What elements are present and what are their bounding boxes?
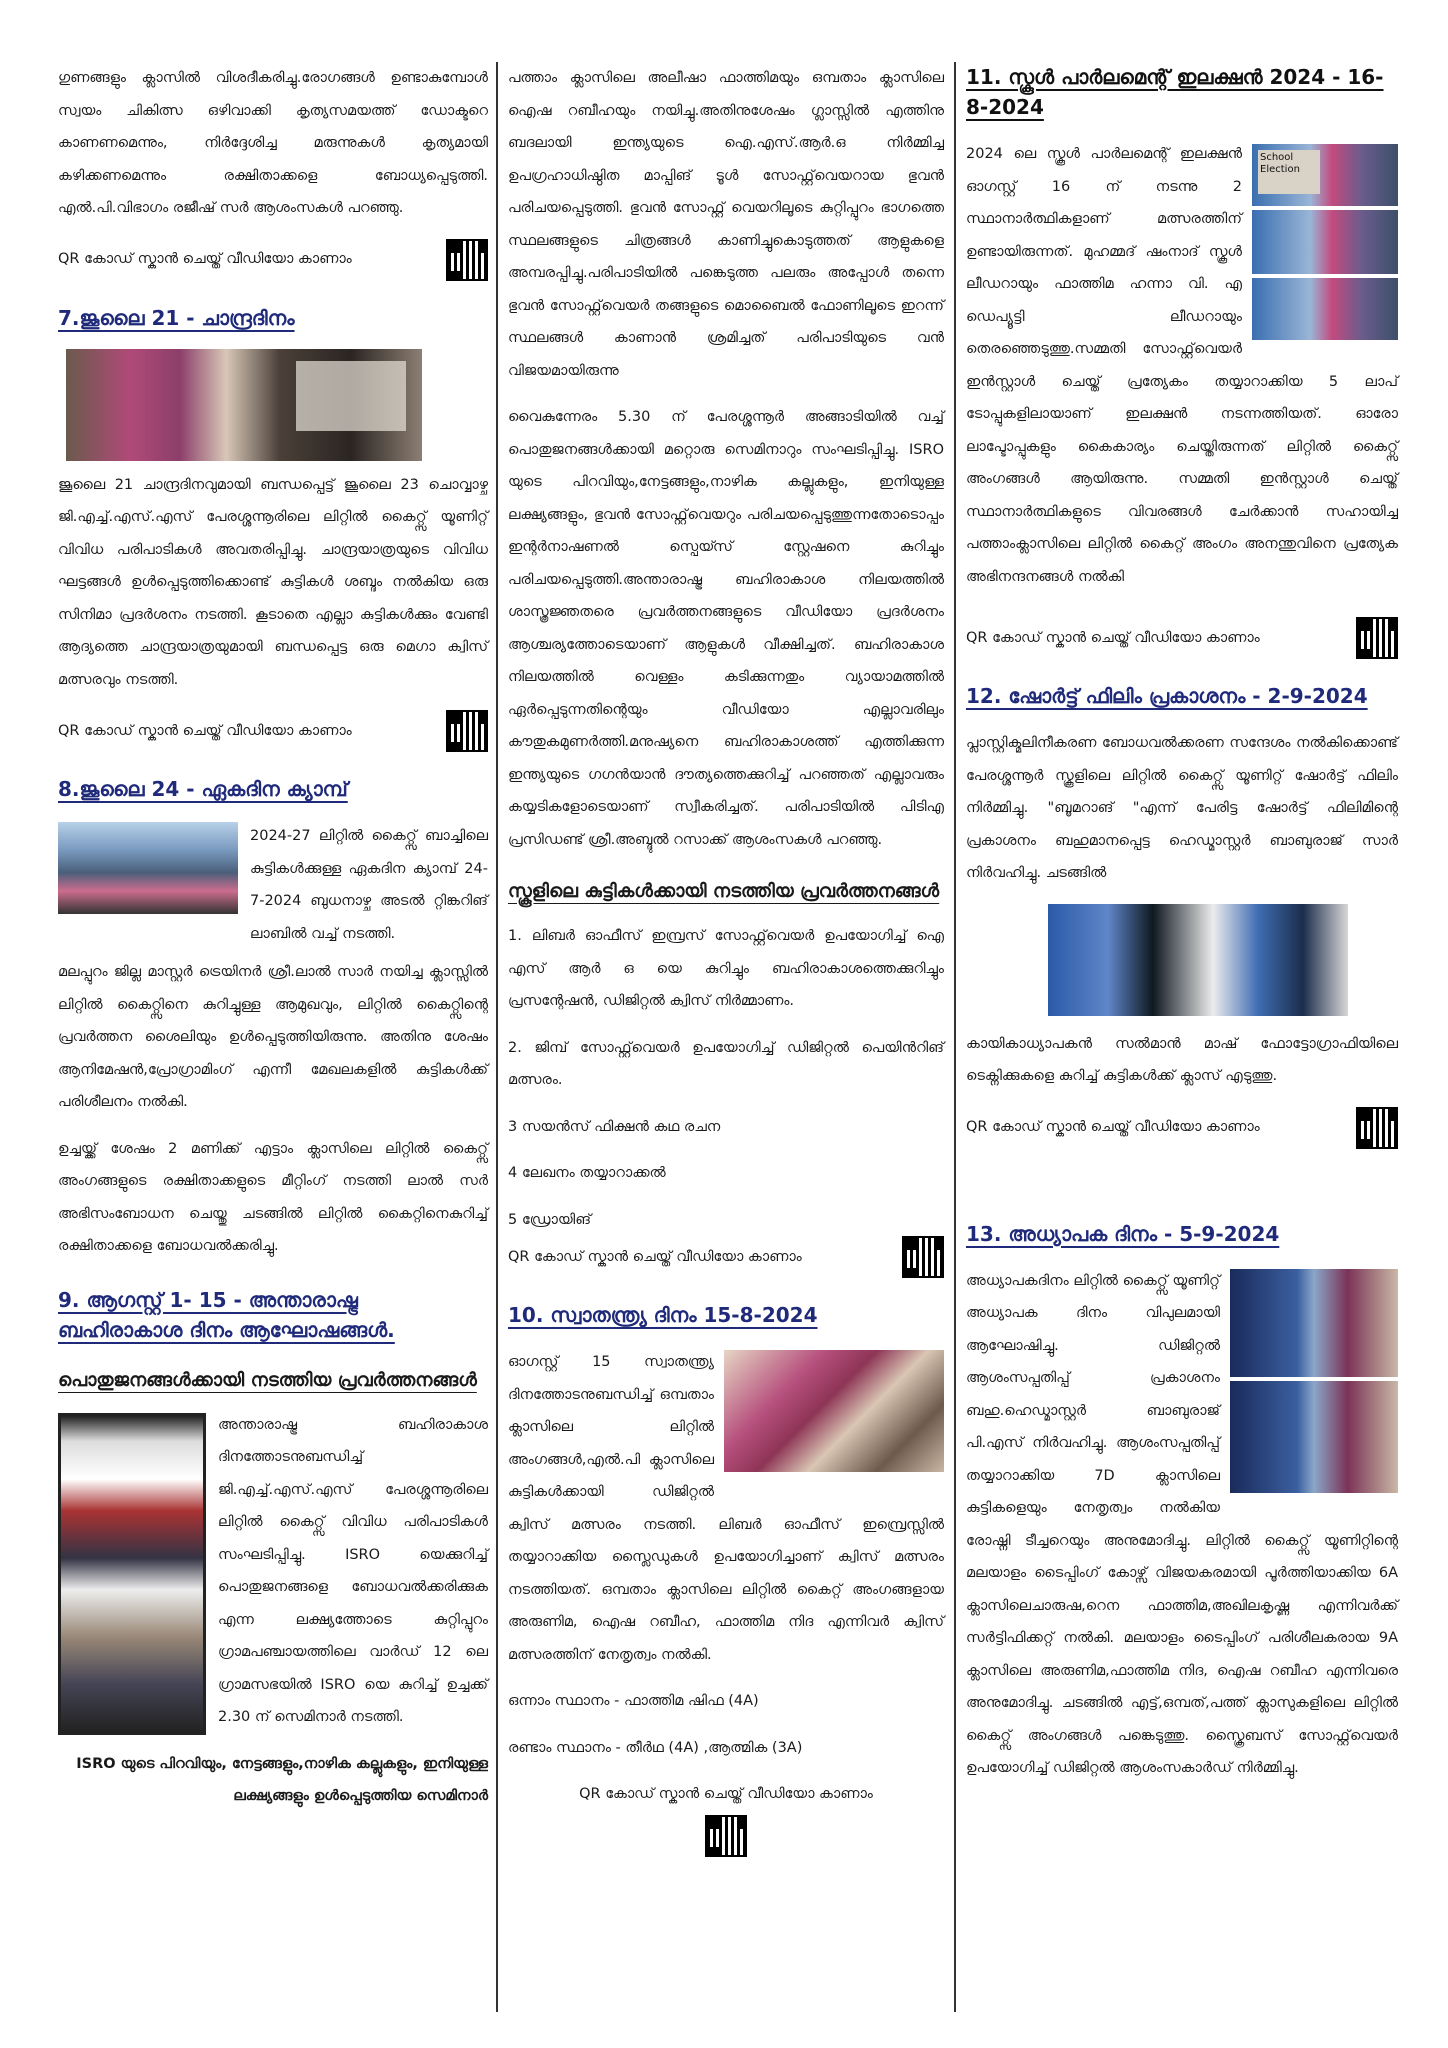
column-middle xyxy=(508,62,944,1857)
qr-caption: QR കോഡ് സ്കാൻ ചെയ്ത് വീഡിയോ കാണാം xyxy=(58,251,352,268)
section-heading-7: 7.ജൂലൈ 21 - ചാന്ദ്രദിനം xyxy=(58,305,295,330)
qr-caption: QR കോഡ് സ്കാൻ ചെയ്ത് വീഡിയോ കാണാം xyxy=(966,629,1260,646)
qr-caption: QR കോഡ് സ്കാൻ ചെയ്ത് വീഡിയോ കാണാം xyxy=(966,1119,1260,1136)
section-8-paragraph-c: ഉച്ചയ്ക്ക് ശേഷം 2 മണിക്ക് എട്ടാം ക്ലാസിലെ ലിറ്റിൽ കൈറ്റ്സ് അംഗങ്ങളുടെ രക്ഷിതാക്കളുടെ മീറ്റിംഗ് നടത്തി ലാൽ സർ അഭിസംബോധന ചെയ്തു ചടങ്ങിൽ ലിറ്റിൽ കൈറ്റിനെകുറിച്ച് രക്ഷിതാക്കളെ ബോധവൽക്കരിച്ചു. xyxy=(58,1140,488,1254)
section-heading-12: 12. ഷോർട്ട് ഫിലിം പ്രകാശനം - 2-9-2024 xyxy=(966,684,1368,708)
camp-photo xyxy=(58,822,238,914)
public-activities-subheading: പൊതുജനങ്ങൾക്കായി നടത്തിയ പ്രവർത്തനങ്ങൾ xyxy=(58,1369,477,1391)
section-8-paragraph-a xyxy=(58,820,488,950)
short-film-launch-photo xyxy=(1048,904,1348,1016)
qr-code-icon[interactable] xyxy=(1356,1107,1398,1149)
section-heading-11: 11. സ്കൂൾ പാർലമെന്റ് ഇലക്ഷൻ 2024 - 16-8-2024 xyxy=(966,65,1384,119)
column-left xyxy=(58,62,488,1827)
section-12-paragraph: പ്ലാസ്റ്റിക്മലിനീകരണ ബോധവൽക്കരണ സന്ദേശം നൽകിക്കൊണ്ട് പേരശ്ശന്നൂർ സ്കൂളിലെ ലിറ്റിൽ കൈറ്റ്സ് യൂണിറ്റ് ഷോർട്ട് ഫിലിം നിർമ്മിച്ചു. "ബൂമറാങ് "എന്ന് പേരിട്ട ഷോർട്ട് ഫിലിമിന്റെ പ്രകാശനം ബഹുമാനപ്പെട്ട ഹെഡ്മാസ്റ്റർ ബാബുരാജ് സാർ നിർവഹിച്ചു. ചടങ്ങിൽ xyxy=(966,735,1398,881)
qr-row xyxy=(58,239,488,281)
qr-code-icon[interactable] xyxy=(902,1236,944,1278)
section-9-paragraph xyxy=(58,1409,488,1734)
section-8-text-a: 2024-27 ലിറ്റിൽ കൈറ്റ്സ് ബാച്ചിലെ കുട്ടികൾക്കുള്ള ഏകദിന ക്യാമ്പ് 24-7-2024 ബുധനാഴ്ച അടൽ റ്റിങ്കറിങ് ലാബിൽ വച്ച് നടത്തി. xyxy=(250,828,488,942)
activity-list-item: 3 സയൻസ് ഫിക്ഷൻ കഥ രചന xyxy=(508,1118,721,1135)
first-place: ഒന്നാം സ്ഥാനം - ഫാത്തിമ ഷിഫ (4A) xyxy=(508,1693,759,1709)
qr-caption: QR കോഡ് സ്കാൻ ചെയ്ത് വീഡിയോ കാണാം xyxy=(58,722,352,739)
qr-caption: QR കോഡ് സ്കാൻ ചെയ്ത് വീഡിയോ കാണാം xyxy=(508,1248,802,1265)
section-8-paragraph-b: മലപ്പുറം ജില്ല മാസ്റ്റർ ട്രെയിനർ ശ്രീ.ലാൽ സാർ നയിച്ച ക്ലാസ്സിൽ ലിറ്റിൽ കൈറ്റ്സിനെ കുറിച്ചുള്ള ആമുഖവും, ലിറ്റിൽ കൈറ്റ്സിന്റെ പ്രവർത്തന ശൈലിയും ഉൾപ്പെടുത്തിയിരുന്നു. അതിനു ശേഷം ആനിമേഷൻ,പ്രോഗ്രാമിംഗ് എന്നീ മേഖലകളിൽ കുട്ടികൾക്ക് പരിശീലനം നൽകി. xyxy=(58,964,488,1110)
activity-list-item: 2. ജിമ്പ് സോഫ്റ്റ്‌വെയർ ഉപയോഗിച്ച് ഡിജിറ്റൽ പെയിൻറിങ് മത്സരം. xyxy=(508,1039,944,1088)
section-10-text: ഓഗസ്റ്റ് 15 സ്വാതന്ത്ര്യ ദിനത്തോടനുബന്ധിച്ച് ഒമ്പതാം ക്ലാസിലെ ലിറ്റിൽ അംഗങ്ങൾ,എൽ.പി ക്ലാസിലെ കുട്ടികൾക്കായി ഡിജിറ്റൽ ക്വിസ് മത്സരം നടത്തി. ലിബർ ഓഫീസ് ഇമ്പ്രെസ്സിൽ തയ്യാറാക്കിയ സ്ലൈഡുകൾ ഉപയോഗിച്ചാണ് ക്വിസ് മത്സരം നടത്തിയത്. ഒമ്പതാം ക്ലാസിലെ ലിറ്റിൽ കൈറ്റ് അംഗങ്ങളായ അരുണിമ, ഐഷ റബീഹ, ഫാത്തിമ നിദ എന്നിവർ ക്വിസ് മത്സരത്തിന് നേതൃത്വം നൽകി. xyxy=(508,1354,944,1663)
independence-day-quiz-photo xyxy=(724,1350,944,1472)
photo-label: School Election xyxy=(1258,150,1320,194)
section-13-text: അധ്യാപകദിനം ലിറ്റിൽ കൈറ്റ്സ് യൂണിറ്റ് അധ്യാപക ദിനം വിപുലമായി ആഘോഷിച്ചു. ഡിജിറ്റൽ ആശംസപ്പതിപ്പ് പ്രകാശനം ബഹു.ഹെഡ്മാസ്റ്റർ ബാബുരാജ് പി.എസ് നിർവഹിച്ചു. ആശംസപ്പതിപ്പ് തയ്യാറാക്കിയ 7D ക്ലാസിലെ കുട്ടികളെയും നേതൃത്വം നൽകിയ രോഷ്നി ടീച്ചറെയും അനുമോദിച്ചു. ലിറ്റിൽ കൈറ്റ്സ് യൂണിറ്റിന്റെ മലയാളം ടൈപ്പിംഗ് കോഴ്സ് വിജയകരമായി പൂർത്തിയാക്കിയ 6A ക്ലാസിലെചാരുഷ,റെന ഫാത്തിമ,അഖിലകൃഷ്ണ എന്നിവർക്ക് സർട്ടിഫിക്കറ്റ് നൽകി. മലയാളം ടൈപ്പിംഗ് പരിശീലകരായ 9A ക്ലാസിലെ അരുണിമ,ഫാത്തിമ നിദ, ഐഷ റബീഹ എന്നിവരെ അനുമോദിച്ചു. ചടങ്ങിൽ എട്ട്,ഒമ്പത്,പത്ത് ക്ലാസുകളിലെ ലിറ്റിൽ കൈറ്റ്സ് അംഗങ്ങൾ പങ്കെടുത്തു. സ്ക്രൈബസ് സോഫ്റ്റ്‌വെയർ ഉപയോഗിച്ച് ഡിജിറ്റൽ ആശംസകാർഡ് നിർമ്മിച്ചു. xyxy=(966,1272,1398,1776)
qr-code-icon[interactable] xyxy=(446,710,488,752)
column-divider xyxy=(496,62,498,2012)
section-13-paragraph xyxy=(966,1265,1398,1785)
qr-caption: QR കോഡ് സ്കാൻ ചെയ്ത് വീഡിയോ കാണാം xyxy=(579,1786,873,1802)
section-12-paragraph-b: കായികാധ്യാപകൻ സൽമാൻ മാഷ് ഫോട്ടോഗ്രാഫിയിലെ ടെക്നിക്കുകളെ കുറിച്ച് കുട്ടികൾക്ക് ക്ലാസ് എടുത്തു. xyxy=(966,1035,1398,1084)
section-heading-10: 10. സ്വാതന്ത്ര്യ ദിനം 15-8-2024 xyxy=(508,1303,818,1327)
intro-paragraph: ഗുണങ്ങളും ക്ലാസിൽ വിശദീകരിച്ചു.രോഗങ്ങൾ ഉണ്ടാകുമ്പോൾ സ്വയം ചികിത്സ ഒഴിവാക്കി കൃത്യസമയത്ത് ഡോക്ടറെ കാണണമെന്നും, നിർദ്ദേശിച്ച മരുന്നുകൾ കൃത്യമായി കഴിക്കണമെന്നും രക്ഷിതാക്കളെ ബോധ്യപ്പെടുത്തി. എൽ.പി.വിഭാഗം രജീഷ് സർ ആശംസകൾ പറഞ്ഞു. xyxy=(58,70,488,216)
school-election-photo xyxy=(1252,144,1398,340)
qr-row xyxy=(508,1236,944,1278)
column-right xyxy=(966,62,1398,1799)
qr-code-icon[interactable] xyxy=(446,239,488,281)
qr-row xyxy=(508,1815,944,1857)
qr-code-icon[interactable] xyxy=(705,1815,747,1857)
school-activities-subheading: സ്കൂളിലെ കുട്ടികൾക്കായി നടത്തിയ പ്രവർത്തനങ്ങൾ xyxy=(508,881,940,902)
teachers-day-photo xyxy=(1230,1269,1398,1493)
evening-seminar-paragraph: വൈകുന്നേരം 5.30 ന് പേരശ്ശന്നൂർ അങ്ങാടിയിൽ വച്ച് പൊതുജനങ്ങൾക്കായി മറ്റൊരു സെമിനാറും സംഘടിപ്പിച്ചു. ISRO യുടെ പിറവിയും,നേട്ടങ്ങളും,നാഴിക കല്ലുകളും, ഇനിയുള്ള ലക്ഷ്യങ്ങളും, ഭുവൻ സോഫ്റ്റ്‌വെയറും പരിചയപ്പെടുത്തുന്നതോടൊപ്പം ഇന്റർനാഷണൽ സ്പെയ്സ് സ്റ്റേഷനെ കുറിച്ചും പരിചയപ്പെടുത്തി.അന്താരാഷ്ട്ര ബഹിരാകാശ നിലയത്തിൽ ശാസ്ത്രജ്ഞതരെ പ്രവർത്തനങ്ങളുടെ വീഡിയോ പ്രദർശനം ആശ്ചര്യത്തോടെയാണ് ആളുകൾ വീക്ഷിച്ചത്. ബഹിരാകാശ നിലയത്തിൽ വെള്ളം കടിക്കുന്നതും വ്യായാമത്തിൽ ഏർപ്പെടുന്നതിന്റെയും വീഡിയോ എല്ലാവരിലും കൗതുകമുണർത്തി.മനുഷ്യനെ ബഹിരാകാശത്ത് എത്തിക്കുന്ന ഇന്ത്യയുടെ ഗഗൻയാൻ ദൗത്യത്തെക്കുറിച്ച് പറഞ്ഞത് എല്ലാവരും കയ്യടികളോടെയാണ് സ്വീകരിച്ചത്. പരിപാടിയിൽ പിടിഎ പ്രസിഡണ്ട് ശ്രീ.അബ്ദുൽ റസാക്ക് ആശംസകൾ പറഞ്ഞു. xyxy=(508,409,944,848)
section-10-paragraph xyxy=(508,1346,944,1671)
column-divider xyxy=(954,62,956,2012)
activity-list-item: 4 ലേഖനം തയ്യാറാക്കൽ xyxy=(508,1165,666,1181)
qr-row xyxy=(58,710,488,752)
qr-row xyxy=(966,1107,1398,1149)
activity-list-item: 5 ഡ്രോയിങ് xyxy=(508,1211,592,1228)
section-9-text: അന്താരാഷ്ട്ര ബഹിരാകാശ ദിനത്തോടനുബന്ധിച്ച് ജി.എച്ച്.എസ്.എസ് പേരശ്ശന്നൂരിലെ ലിറ്റിൽ കൈറ്റ്സ് വിവിധ പരിപാടികൾ സംഘടിപ്പിച്ചു. ISRO യെക്കുറിച്ച് പൊതുജനങ്ങളെ ബോധവൽക്കരിക്കുക എന്ന ലക്ഷ്യത്തോടെ കുറ്റിപ്പുറം ഗ്രാമപഞ്ചായത്തിലെ വാർഡ് 12 ലെ ഗ്രാമസഭയിൽ ISRO യെ കുറിച്ച് ഉച്ചക്ക് 2.30 ന് സെമിനാർ നടത്തി. xyxy=(218,1416,488,1725)
moon-day-photo xyxy=(66,349,422,461)
bhuvan-paragraph: പത്താം ക്ലാസിലെ അലീഷാ ഫാത്തിമയും ഒമ്പതാം ക്ലാസിലെ ഐഷ റബീഹയും നയിച്ചു.അതിനുശേഷം ഗ്ലാസ്സിൽ എത്തിനു ബദലായി ഇന്ത്യയുടെ ഐ.എസ്.ആർ.ഒ നിർമ്മിച്ച ഉപഗ്രഹാധിഷ്ഠിത മാപ്പിങ് ടൂൾ സോഫ്റ്റ്‌വെയറായ ഭുവൻ പരിചയപ്പെടുത്തി. ഭുവൻ സോഫ്റ്റ്‌ വെയറിലൂടെ കുറ്റിപ്പുറം ഭാഗത്തെ സ്ഥലങ്ങളുടെ ചിത്രങ്ങൾ കാണിച്ചുകൊടുത്തത് ആളുകളെ അമ്പരപ്പിച്ചു.പരിപാടിയിൽ പങ്കെടുത്ത പലരും അപ്പോൾ തന്നെ ഭുവൻ സോഫ്റ്റ്‌വെയർ തങ്ങളുടെ മൊബൈൽ ഫോണിലൂടെ ഇറന്ന് സ്ഥലങ്ങൾ കാണാൻ ശ്രമിച്ചത് പരിപാടിയുടെ വൻ വിജയമായിരുന്നു xyxy=(508,70,944,379)
space-exhibition-photo xyxy=(58,1413,206,1735)
section-heading-13: 13. അധ്യാപക ദിനം - 5-9-2024 xyxy=(966,1221,1280,1246)
section-7-paragraph: ജൂലൈ 21 ചാന്ദ്രദിനവുമായി ബന്ധപ്പെട്ട് ജൂലൈ 23 ചൊവ്വാഴ്ച ജി.എച്ച്.എസ്.എസ് പേരശ്ശന്നൂരിലെ ലിറ്റിൽ കൈറ്റ്സ് യൂണിറ്റ് വിവിധ പരിപാടികൾ അവതരിപ്പിച്ചു. ചാന്ദ്രയാത്രയുടെ വിവിധ ഘട്ടങ്ങൾ ഉൾപ്പെടുത്തിക്കൊണ്ട് കുട്ടികൾ ശബ്ദം നൽകിയ ഒരു സിനിമാ പ്രദർശനം നടത്തി. കൂടാതെ എല്ലാ കുട്ടികൾക്കും വേണ്ടി ആദ്യത്തെ ചാന്ദ്രയാത്രയുമായി ബന്ധപ്പെട്ട ഒരു മെഗാ ക്വിസ് മത്സരവും നടത്തി. xyxy=(58,476,488,688)
section-9-paragraph-b: ISRO യുടെ പിറവിയും, നേട്ടങ്ങളും,നാഴിക കല്ലുകളും, ഇനിയുള്ള ലക്ഷ്യങ്ങളും ഉൾപ്പെടുത്തിയ സെമിനാർ xyxy=(76,1755,488,1804)
section-heading-8: 8.ജൂലൈ 24 - ഏകദിന ക്യാമ്പ് xyxy=(58,777,348,801)
qr-code-icon[interactable] xyxy=(1356,617,1398,659)
section-11-paragraph xyxy=(966,138,1398,593)
qr-row xyxy=(966,617,1398,659)
section-heading-9: 9. ആഗസ്റ്റ് 1- 15 - അന്താരാഷ്ട്ര ബഹിരാകാശ ദിനം ആഘോഷങ്ങൾ. xyxy=(58,1287,395,1342)
activity-list-item: 1. ലിബർ ഓഫീസ് ഇമ്പ്രസ് സോഫ്റ്റ്‌വെയർ ഉപയോഗിച്ച് ഐ എസ് ആർ ഒ യെ കുറിച്ചും ബഹിരാകാശത്തെക്കുറിച്ചും പ്രസന്റേഷൻ, ഡിജിറ്റൽ ക്വിസ് നിർമ്മാണം. xyxy=(508,928,944,1009)
second-place: രണ്ടാം സ്ഥാനം - തീർഥ (4A) ,ആത്മിക (3A) xyxy=(508,1739,803,1756)
section-11-text: 2024 ലെ സ്കൂൾ പാർലമെന്റ് ഇലക്ഷൻ ഓഗസ്റ്റ് 16 ന് നടന്നു 2 സ്ഥാനാർത്ഥികളാണ് മത്സരത്തിന് ഉണ്ടായിരുന്നത്. മുഹമ്മദ് ഷംനാദ് സ്കൂൾ ലീഡറായും ഫാത്തിമ ഹന്നാ വി. എ ഡെപ്യൂട്ടി ലീഡറായും തെരഞ്ഞെടുത്തു.സമ്മതി സോഫ്റ്റ്‌വെയർ ഇൻസ്റ്റാൾ ചെയ്ത് പ്രത്യേകം തയ്യാറാക്കിയ 5 ലാപ് ടോപ്പുകളിലായാണ് ഇലക്ഷൻ നടന്നത്തിയത്. ഓരോ ലാപ്ടോപ്പുകളും കൈകാര്യം ചെയ്തിരുന്നത് ലിറ്റിൽ കൈറ്റ്സ് അംഗങ്ങൾ ആയിരുന്നു. സമ്മതി ഇൻസ്റ്റാൾ ചെയ്ത് സ്ഥാനാർത്ഥികളുടെ വിവരങ്ങൾ ചേർക്കാൻ സഹായിച്ച പത്താംക്ലാസിലെ ലിറ്റിൽ കൈറ്റ് അംഗം അനന്തുവിനെ പ്രത്യേക അഭിനന്ദനങ്ങൾ നൽകി xyxy=(966,146,1398,585)
